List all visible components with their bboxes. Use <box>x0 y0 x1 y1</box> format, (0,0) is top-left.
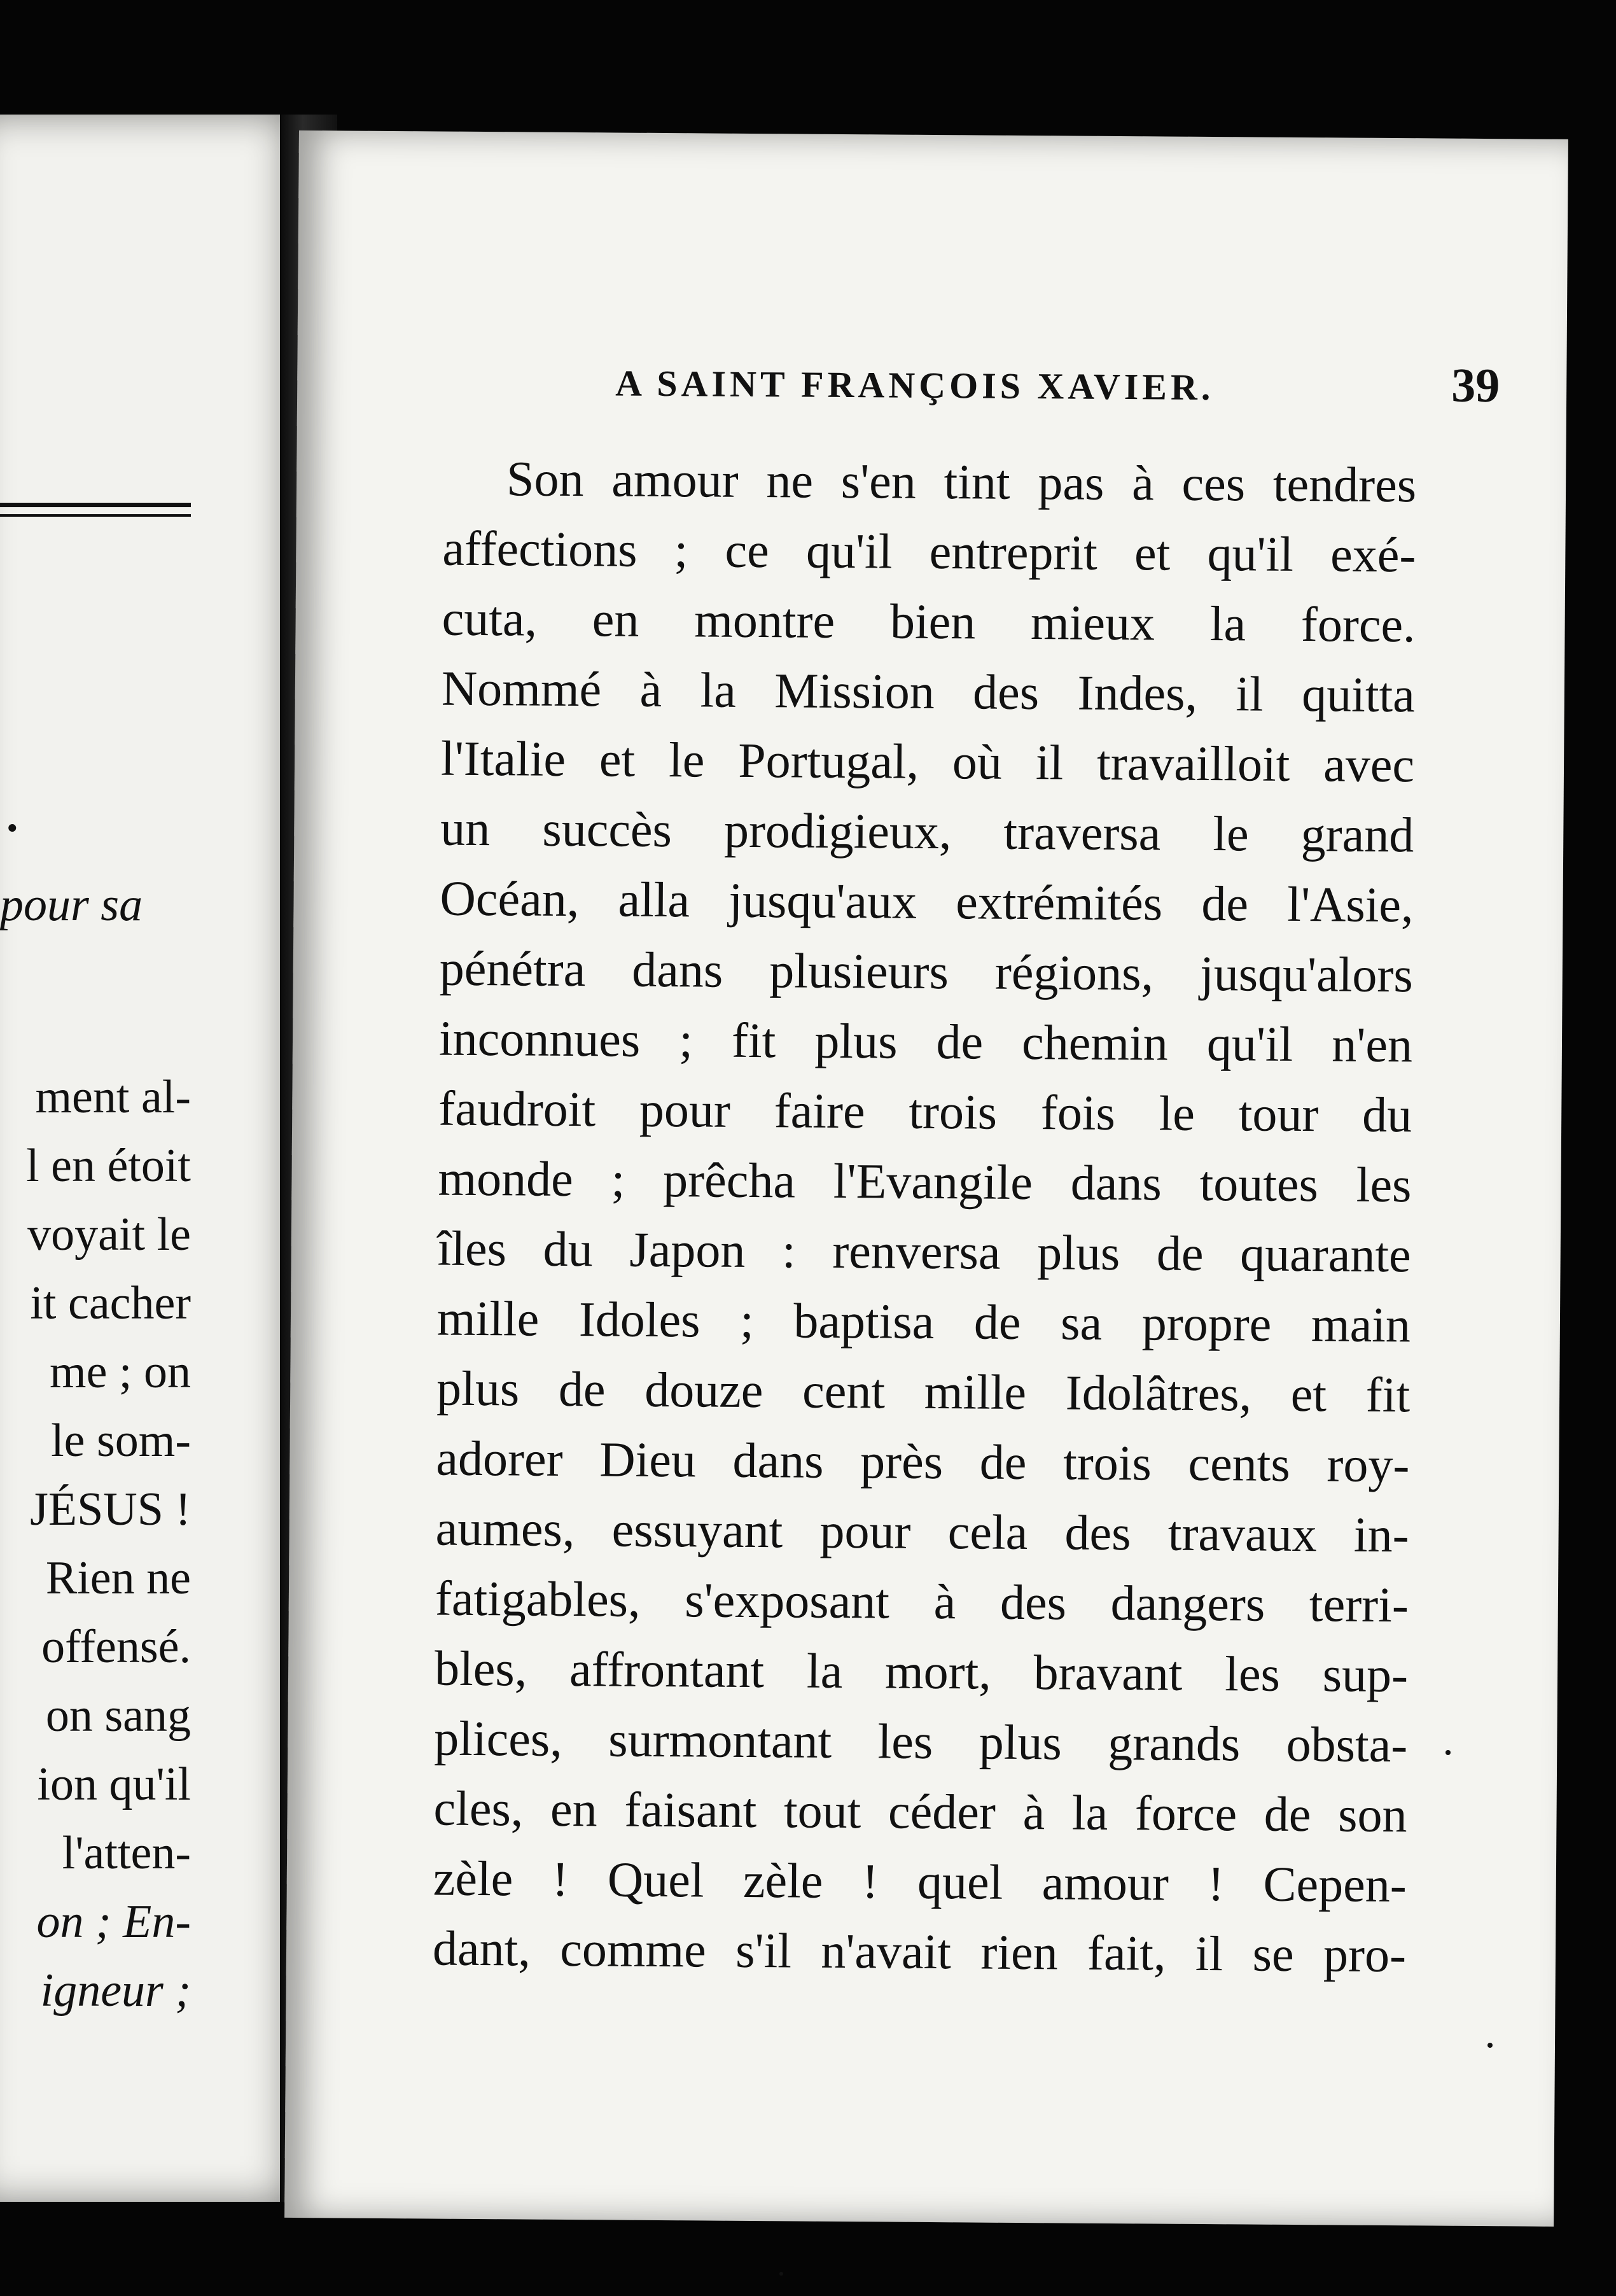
left-line: Rien ne <box>45 1552 191 1604</box>
ink-speck <box>1445 1750 1451 1755</box>
body-text <box>433 444 1417 1991</box>
text-line: îles du Japon : renversa plus de quarante <box>437 1220 1412 1283</box>
left-line: ment al- <box>35 1071 191 1123</box>
left-line: l en étoit <box>26 1140 191 1192</box>
left-line: voyait le <box>27 1208 191 1261</box>
text-line: affections ; ce qu'il entreprit et qu'il exé- <box>442 520 1416 583</box>
text-line: bles, affrontant la mort, bravant les sup- <box>434 1640 1409 1703</box>
text-line: plices, surmontant les plus grands obsta- <box>434 1710 1408 1773</box>
left-line: it cacher <box>30 1277 191 1329</box>
left-page-heading-fragment: pour sa <box>0 879 143 931</box>
left-page-end-mark: . <box>6 790 18 842</box>
left-line: igneur ; <box>40 1964 191 2017</box>
page-number: 39 <box>1451 358 1500 413</box>
text-line: l'Italie et le Portugal, où il travailloit avec <box>440 730 1415 793</box>
left-line: on sang <box>45 1690 191 1742</box>
text-line: dant, comme s'il n'avait rien fait, il se pro- <box>432 1920 1407 1983</box>
section-rule <box>0 503 191 517</box>
left-page <box>0 115 312 2202</box>
running-title: A SAINT FRANÇOIS XAVIER. <box>615 362 1215 409</box>
left-line: l'atten- <box>62 1827 191 1879</box>
left-line: on ; En- <box>36 1896 191 1948</box>
left-line: le som- <box>51 1415 191 1467</box>
left-page-text <box>0 1063 191 2025</box>
text-line: zèle ! Quel zèle ! quel amour ! Cepen- <box>433 1850 1407 1913</box>
text-line: mille Idoles ; baptisa de sa propre main <box>436 1290 1411 1353</box>
ink-speck <box>1487 2043 1493 2048</box>
ink-speck <box>779 2272 783 2276</box>
text-line: pénétra dans plusieurs régions, jusqu'alors <box>439 940 1414 1003</box>
left-line: ion qu'il <box>37 1758 191 1810</box>
right-page <box>284 130 1568 2227</box>
text-line: cuta, en montre bien mieux la force. <box>442 590 1416 653</box>
text-line: Son amour ne s'en tint pas à ces tendres <box>506 451 1417 513</box>
left-line: me ; on <box>50 1346 191 1398</box>
left-line: offensé. <box>41 1621 191 1673</box>
text-line: Océan, alla jusqu'aux extrémités de l'Asie, <box>440 870 1414 933</box>
text-line: inconnues ; fit plus de chemin qu'il n'en <box>438 1010 1413 1073</box>
text-line: cles, en faisant tout céder à la force de son <box>433 1780 1407 1843</box>
text-line: faudroit pour faire trois fois le tour du <box>438 1080 1412 1143</box>
text-line: Nommé à la Mission des Indes, il quitta <box>441 660 1416 723</box>
text-line: adorer Dieu dans près de trois cents roy- <box>436 1430 1410 1493</box>
text-line: plus de douze cent mille Idolâtres, et fit <box>436 1360 1411 1423</box>
text-line: fatigables, s'exposant à des dangers terri- <box>435 1570 1409 1633</box>
text-line: aumes, essuyant pour cela des travaux in- <box>435 1500 1409 1563</box>
text-line: monde ; prêcha l'Evangile dans toutes les <box>438 1150 1412 1213</box>
running-head <box>615 352 1500 414</box>
left-line: JÉSUS ! <box>30 1483 191 1536</box>
text-line: un succès prodigieux, traversa le grand <box>440 800 1414 863</box>
